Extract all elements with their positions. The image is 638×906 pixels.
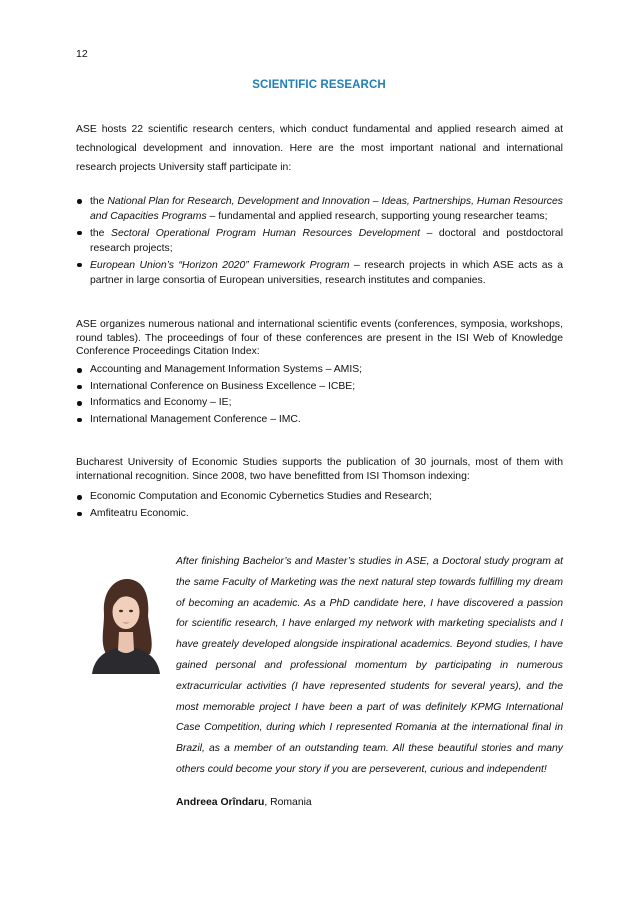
portrait-photo	[84, 572, 166, 674]
testimonial-quote: After finishing Bachelor’s and Master’s studies in ASE, a Doctoral study program at the same Faculty of Marketing was the next natural step towards fulfilling my dream of becoming an academic. As a PhD candidate here, I have discovered a passion for scientific research, I have enlarged my network with marketing specialists and I have greately developed alongside inspirational academics. Beyond studies, I have gained personal and professional momentum by participating in numerous extracurricular activities (I have represented students for several years), and the most memorable project I have been a part of was definitely KPMG International Case Competition, during which I represented Romania at the international final in Brazil, as a member of an outstanding team. All these beautiful stories and many others could become your story if you are perseverent, curious and independent!	[176, 556, 563, 775]
testimonial-signature	[176, 793, 312, 813]
page-number: 12	[76, 48, 88, 60]
journal-list	[76, 490, 563, 523]
list-item: Accounting and Management Information Systems – AMIS;	[76, 363, 563, 377]
list-item: Economic Computation and Economic Cybernetics Studies and Research;	[76, 490, 563, 504]
events-paragraph: ASE organizes numerous national and international scientific events (conferences, symposia, workshops, round tables). The proceedings of four of these conferences are present in the ISI Web of Knowledge Conference Proceedings Citation Index:	[76, 319, 563, 358]
list-item: Amfiteatru Economic.	[76, 507, 563, 521]
list-item: International Management Conference – IMC.	[76, 413, 563, 427]
list-item: European Union’s “Horizon 2020” Framework Program – research projects in which ASE acts as a partner in large consortia of European universities, research institutes and companies.	[76, 258, 563, 289]
program-list	[76, 194, 563, 289]
conference-list	[76, 363, 563, 429]
intro-paragraph: ASE hosts 22 scientific research centers, which conduct fundamental and applied research aimed at technological development and innovation. Here are the most important national and international research projects University staff participate in:	[76, 124, 563, 173]
journals-paragraph: Bucharest University of Economic Studies supports the publication of 30 journals, most of them with international recognition. Since 2008, two have benefitted from ISI Thomson indexing:	[76, 457, 563, 482]
author-country: , Romania	[264, 797, 312, 808]
list-item: Informatics and Economy – IE;	[76, 396, 563, 410]
list-item: the Sectoral Operational Program Human Resources Development – doctoral and postdoctoral research projects;	[76, 226, 563, 257]
author-name: Andreea Orîndaru	[176, 797, 265, 808]
list-item: the National Plan for Research, Development and Innovation – Ideas, Partnerships, Human Resources and Capacities Programs – fundamental and applied research, supporting young researcher teams;	[76, 194, 563, 225]
section-title: SCIENTIFIC RESEARCH	[252, 79, 386, 91]
list-item: International Conference on Business Excellence – ICBE;	[76, 380, 563, 394]
